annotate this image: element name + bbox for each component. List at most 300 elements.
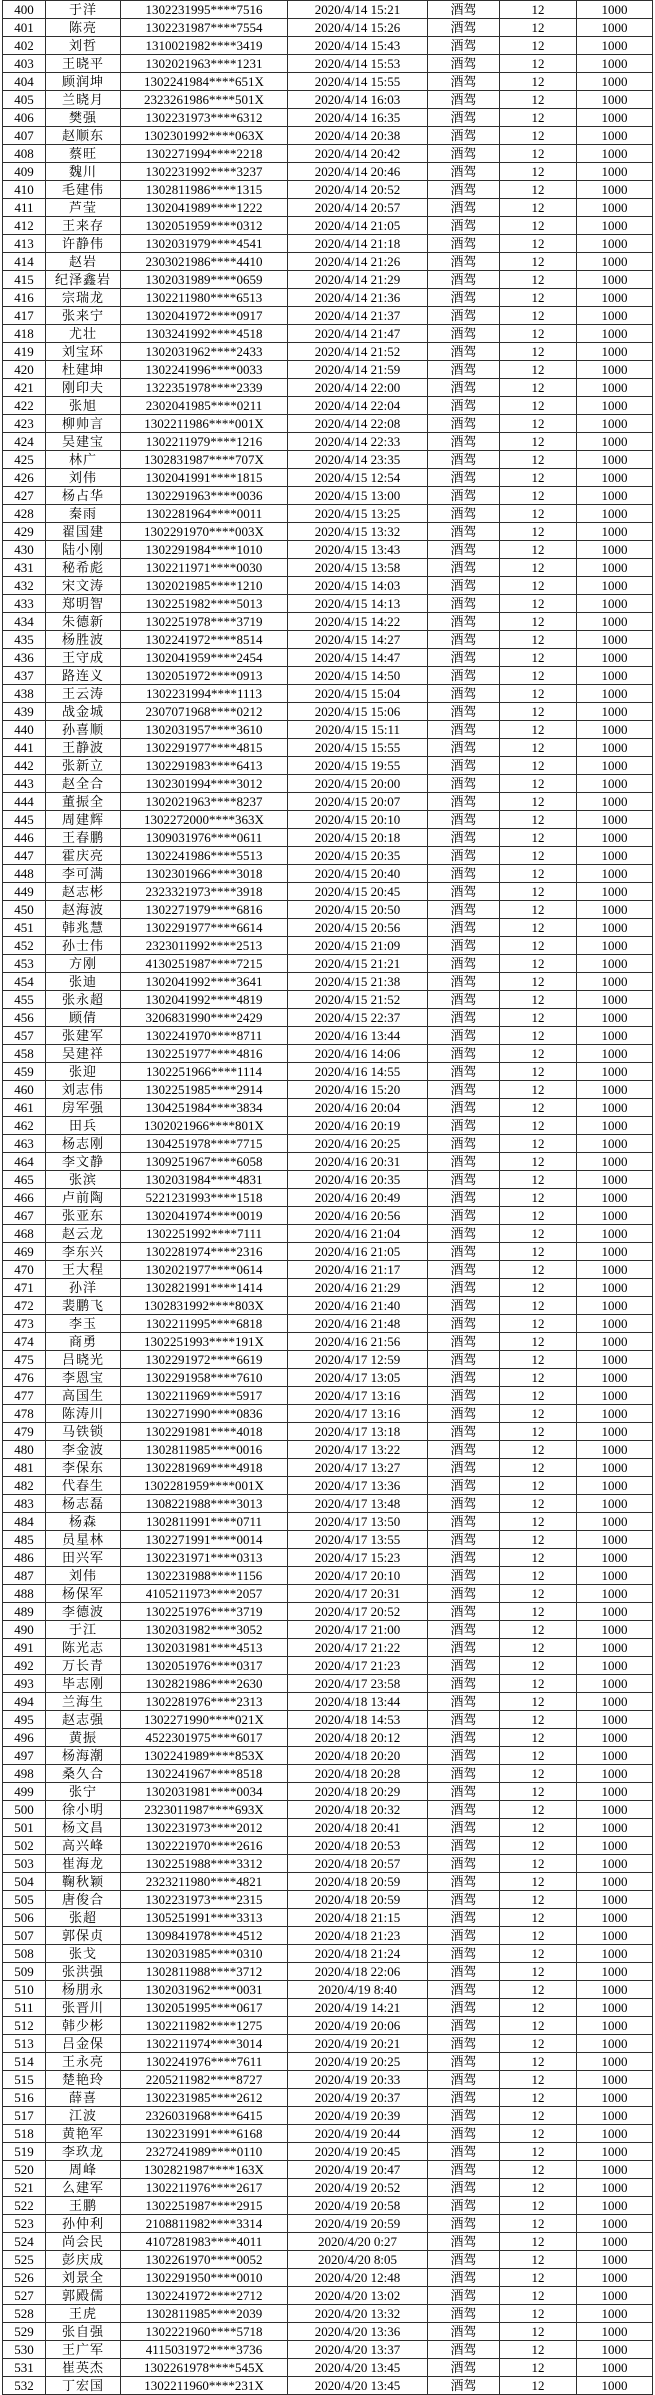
cell-points: 12 (500, 1315, 577, 1333)
cell-id: 1302811986****1315 (121, 181, 288, 199)
cell-name: 芦莹 (46, 199, 121, 217)
cell-violation: 酒驾 (428, 343, 500, 361)
cell-violation: 酒驾 (428, 1477, 500, 1495)
cell-seq: 419 (3, 343, 46, 361)
cell-id: 4115031972****3736 (121, 2341, 288, 2359)
cell-datetime: 2020/4/15 21:38 (288, 973, 428, 991)
cell-name: 田兵 (46, 1117, 121, 1135)
table-row (3, 1153, 653, 1171)
cell-id: 1302291950****0010 (121, 2269, 288, 2287)
cell-name: 黄振 (46, 1729, 121, 1747)
cell-name: 薛喜 (46, 2089, 121, 2107)
cell-seq: 431 (3, 559, 46, 577)
cell-seq: 403 (3, 55, 46, 73)
cell-points: 12 (500, 217, 577, 235)
cell-points: 12 (500, 1585, 577, 1603)
table-row (3, 415, 653, 433)
cell-violation: 酒驾 (428, 2251, 500, 2269)
cell-fine: 1000 (577, 1693, 653, 1711)
table-row (3, 901, 653, 919)
cell-seq: 416 (3, 289, 46, 307)
cell-id: 1302211960****231X (121, 2377, 288, 2395)
cell-datetime: 2020/4/15 15:11 (288, 721, 428, 739)
cell-violation: 酒驾 (428, 1783, 500, 1801)
table-row (3, 1945, 653, 1963)
cell-fine: 1000 (577, 1603, 653, 1621)
cell-fine: 1000 (577, 1153, 653, 1171)
cell-datetime: 2020/4/15 21:09 (288, 937, 428, 955)
cell-fine: 1000 (577, 685, 653, 703)
cell-name: 刘宝环 (46, 343, 121, 361)
cell-name: 高兴峰 (46, 1837, 121, 1855)
cell-seq: 453 (3, 955, 46, 973)
cell-datetime: 2020/4/18 20:57 (288, 1855, 428, 1873)
table-row (3, 1, 653, 19)
table-row (3, 1675, 653, 1693)
cell-id: 1302241976****7611 (121, 2053, 288, 2071)
table-row (3, 775, 653, 793)
cell-fine: 1000 (577, 721, 653, 739)
cell-datetime: 2020/4/19 20:47 (288, 2161, 428, 2179)
cell-datetime: 2020/4/15 20:45 (288, 883, 428, 901)
table-row (3, 1045, 653, 1063)
cell-fine: 1000 (577, 487, 653, 505)
cell-seq: 480 (3, 1441, 46, 1459)
cell-datetime: 2020/4/15 21:21 (288, 955, 428, 973)
cell-fine: 1000 (577, 37, 653, 55)
cell-fine: 1000 (577, 2305, 653, 2323)
cell-violation: 酒驾 (428, 1675, 500, 1693)
cell-id: 1302271979****6816 (121, 901, 288, 919)
table-row (3, 505, 653, 523)
cell-violation: 酒驾 (428, 271, 500, 289)
table-row (3, 307, 653, 325)
cell-datetime: 2020/4/14 21:47 (288, 325, 428, 343)
cell-seq: 527 (3, 2287, 46, 2305)
cell-points: 12 (500, 253, 577, 271)
cell-datetime: 2020/4/17 13:36 (288, 1477, 428, 1495)
cell-datetime: 2020/4/14 20:57 (288, 199, 428, 217)
cell-violation: 酒驾 (428, 73, 500, 91)
cell-fine: 1000 (577, 397, 653, 415)
cell-fine: 1000 (577, 109, 653, 127)
cell-id: 2108811982****3314 (121, 2215, 288, 2233)
cell-fine: 1000 (577, 1297, 653, 1315)
table-row (3, 865, 653, 883)
table-row (3, 1747, 653, 1765)
cell-seq: 513 (3, 2035, 46, 2053)
table-row (3, 937, 653, 955)
cell-datetime: 2020/4/17 13:16 (288, 1387, 428, 1405)
table-row (3, 1207, 653, 1225)
table-row (3, 559, 653, 577)
table-row (3, 253, 653, 271)
cell-id: 1302831987****707X (121, 451, 288, 469)
table-row (3, 847, 653, 865)
table-row (3, 289, 653, 307)
cell-fine: 1000 (577, 1117, 653, 1135)
cell-fine: 1000 (577, 1513, 653, 1531)
cell-seq: 487 (3, 1567, 46, 1585)
cell-id: 1302041989****1222 (121, 199, 288, 217)
cell-points: 12 (500, 919, 577, 937)
cell-id: 2323011992****2513 (121, 937, 288, 955)
cell-datetime: 2020/4/20 13:02 (288, 2287, 428, 2305)
cell-points: 12 (500, 811, 577, 829)
cell-datetime: 2020/4/20 13:45 (288, 2359, 428, 2377)
table-row (3, 1135, 653, 1153)
cell-fine: 1000 (577, 19, 653, 37)
table-row (3, 1333, 653, 1351)
cell-seq: 463 (3, 1135, 46, 1153)
cell-name: 孙喜顺 (46, 721, 121, 739)
cell-fine: 1000 (577, 865, 653, 883)
cell-name: 毕志刚 (46, 1675, 121, 1693)
table-row (3, 955, 653, 973)
cell-id: 1302211986****001X (121, 415, 288, 433)
cell-violation: 酒驾 (428, 1081, 500, 1099)
cell-fine: 1000 (577, 2323, 653, 2341)
cell-violation: 酒驾 (428, 1549, 500, 1567)
cell-seq: 530 (3, 2341, 46, 2359)
cell-name: 路连义 (46, 667, 121, 685)
cell-fine: 1000 (577, 1099, 653, 1117)
cell-datetime: 2020/4/18 13:44 (288, 1693, 428, 1711)
cell-violation: 酒驾 (428, 1171, 500, 1189)
cell-datetime: 2020/4/15 12:54 (288, 469, 428, 487)
cell-name: 王来存 (46, 217, 121, 235)
cell-fine: 1000 (577, 433, 653, 451)
cell-points: 12 (500, 685, 577, 703)
cell-violation: 酒驾 (428, 2017, 500, 2035)
cell-name: 桑久合 (46, 1765, 121, 1783)
cell-violation: 酒驾 (428, 235, 500, 253)
cell-seq: 532 (3, 2377, 46, 2395)
cell-seq: 443 (3, 775, 46, 793)
cell-datetime: 2020/4/15 13:43 (288, 541, 428, 559)
cell-violation: 酒驾 (428, 721, 500, 739)
cell-fine: 1000 (577, 1189, 653, 1207)
cell-seq: 439 (3, 703, 46, 721)
cell-id: 1302041992****4819 (121, 991, 288, 1009)
cell-datetime: 2020/4/14 21:37 (288, 307, 428, 325)
cell-points: 12 (500, 1207, 577, 1225)
cell-datetime: 2020/4/14 16:03 (288, 91, 428, 109)
cell-id: 1302231988****1156 (121, 1567, 288, 1585)
cell-seq: 445 (3, 811, 46, 829)
cell-id: 1302261978****545X (121, 2359, 288, 2377)
cell-seq: 517 (3, 2107, 46, 2125)
cell-id: 3206831990****2429 (121, 1009, 288, 1027)
cell-points: 12 (500, 2017, 577, 2035)
cell-points: 12 (500, 1225, 577, 1243)
cell-id: 1302281976****2313 (121, 1693, 288, 1711)
cell-violation: 酒驾 (428, 1117, 500, 1135)
cell-id: 1302251987****2915 (121, 2197, 288, 2215)
cell-name: 宗瑞龙 (46, 289, 121, 307)
cell-id: 1302241967****8518 (121, 1765, 288, 1783)
cell-seq: 516 (3, 2089, 46, 2107)
cell-violation: 酒驾 (428, 703, 500, 721)
cell-name: 方刚 (46, 955, 121, 973)
cell-seq: 464 (3, 1153, 46, 1171)
cell-points: 12 (500, 1261, 577, 1279)
cell-datetime: 2020/4/18 20:29 (288, 1783, 428, 1801)
cell-id: 1302041992****3641 (121, 973, 288, 991)
cell-points: 12 (500, 1297, 577, 1315)
cell-violation: 酒驾 (428, 289, 500, 307)
cell-id: 1302051976****0317 (121, 1657, 288, 1675)
cell-id: 1310021982****3419 (121, 37, 288, 55)
cell-id: 2323261986****501X (121, 91, 288, 109)
cell-datetime: 2020/4/15 15:55 (288, 739, 428, 757)
cell-datetime: 2020/4/16 21:56 (288, 1333, 428, 1351)
cell-id: 1302281964****0011 (121, 505, 288, 523)
cell-violation: 酒驾 (428, 217, 500, 235)
table-row (3, 2107, 653, 2125)
cell-id: 1302291983****6413 (121, 757, 288, 775)
table-row (3, 2251, 653, 2269)
cell-name: 杨志磊 (46, 1495, 121, 1513)
table-row (3, 2197, 653, 2215)
table-row (3, 577, 653, 595)
cell-seq: 423 (3, 415, 46, 433)
cell-violation: 酒驾 (428, 613, 500, 631)
cell-name: 纪泽鑫岩 (46, 271, 121, 289)
cell-name: 吴建祥 (46, 1045, 121, 1063)
cell-fine: 1000 (577, 1963, 653, 1981)
cell-datetime: 2020/4/15 19:55 (288, 757, 428, 775)
cell-fine: 1000 (577, 199, 653, 217)
cell-name: 韩兆慧 (46, 919, 121, 937)
cell-violation: 酒驾 (428, 1819, 500, 1837)
cell-points: 12 (500, 1603, 577, 1621)
cell-fine: 1000 (577, 415, 653, 433)
cell-datetime: 2020/4/15 20:50 (288, 901, 428, 919)
cell-seq: 449 (3, 883, 46, 901)
cell-name: 鞠秋颖 (46, 1873, 121, 1891)
table-row (3, 1243, 653, 1261)
cell-name: 赵海波 (46, 901, 121, 919)
cell-points: 12 (500, 127, 577, 145)
cell-fine: 1000 (577, 1855, 653, 1873)
table-row (3, 199, 653, 217)
cell-datetime: 2020/4/19 20:58 (288, 2197, 428, 2215)
cell-points: 12 (500, 91, 577, 109)
cell-seq: 529 (3, 2323, 46, 2341)
cell-name: 张滨 (46, 1171, 121, 1189)
cell-seq: 451 (3, 919, 46, 937)
cell-points: 12 (500, 1387, 577, 1405)
cell-violation: 酒驾 (428, 901, 500, 919)
cell-name: 李保东 (46, 1459, 121, 1477)
table-row (3, 127, 653, 145)
cell-name: 李文静 (46, 1153, 121, 1171)
cell-violation: 酒驾 (428, 2359, 500, 2377)
cell-datetime: 2020/4/15 13:00 (288, 487, 428, 505)
cell-datetime: 2020/4/16 13:44 (288, 1027, 428, 1045)
cell-seq: 512 (3, 2017, 46, 2035)
cell-violation: 酒驾 (428, 2143, 500, 2161)
cell-points: 12 (500, 325, 577, 343)
cell-violation: 酒驾 (428, 505, 500, 523)
cell-seq: 412 (3, 217, 46, 235)
table-row (3, 667, 653, 685)
cell-points: 12 (500, 1783, 577, 1801)
cell-id: 1302231987****7554 (121, 19, 288, 37)
cell-fine: 1000 (577, 253, 653, 271)
cell-id: 1302231973****2315 (121, 1891, 288, 1909)
cell-violation: 酒驾 (428, 1459, 500, 1477)
cell-datetime: 2020/4/15 15:04 (288, 685, 428, 703)
cell-datetime: 2020/4/17 13:27 (288, 1459, 428, 1477)
cell-fine: 1000 (577, 811, 653, 829)
cell-seq: 528 (3, 2305, 46, 2323)
table-row (3, 343, 653, 361)
table-row (3, 1009, 653, 1027)
cell-violation: 酒驾 (428, 1027, 500, 1045)
table-row (3, 1981, 653, 1999)
cell-name: 董振全 (46, 793, 121, 811)
cell-fine: 1000 (577, 595, 653, 613)
cell-name: 杨胜波 (46, 631, 121, 649)
table-row (3, 1099, 653, 1117)
cell-name: 吕晓光 (46, 1351, 121, 1369)
cell-points: 12 (500, 2161, 577, 2179)
cell-name: 杜建坤 (46, 361, 121, 379)
cell-name: 赵云龙 (46, 1225, 121, 1243)
cell-points: 12 (500, 1153, 577, 1171)
cell-datetime: 2020/4/14 21:18 (288, 235, 428, 253)
cell-fine: 1000 (577, 2107, 653, 2125)
table-row (3, 55, 653, 73)
table-row (3, 91, 653, 109)
cell-fine: 1000 (577, 181, 653, 199)
cell-fine: 1000 (577, 1909, 653, 1927)
cell-id: 1302231992****3237 (121, 163, 288, 181)
cell-name: 尚会民 (46, 2233, 121, 2251)
cell-violation: 酒驾 (428, 1531, 500, 1549)
cell-points: 12 (500, 1711, 577, 1729)
cell-violation: 酒驾 (428, 793, 500, 811)
cell-points: 12 (500, 847, 577, 865)
cell-seq: 492 (3, 1657, 46, 1675)
cell-datetime: 2020/4/14 15:21 (288, 1, 428, 19)
cell-points: 12 (500, 1549, 577, 1567)
cell-seq: 472 (3, 1297, 46, 1315)
cell-name: 韩少彬 (46, 2017, 121, 2035)
cell-datetime: 2020/4/19 14:21 (288, 1999, 428, 2017)
table-row (3, 1387, 653, 1405)
cell-seq: 497 (3, 1747, 46, 1765)
cell-name: 秘希彪 (46, 559, 121, 577)
cell-id: 1302021963****8237 (121, 793, 288, 811)
cell-violation: 酒驾 (428, 1153, 500, 1171)
cell-violation: 酒驾 (428, 1297, 500, 1315)
cell-fine: 1000 (577, 1657, 653, 1675)
cell-points: 12 (500, 2341, 577, 2359)
cell-fine: 1000 (577, 1873, 653, 1891)
cell-id: 1302221960****5718 (121, 2323, 288, 2341)
cell-datetime: 2020/4/15 21:52 (288, 991, 428, 1009)
table-row (3, 433, 653, 451)
cell-fine: 1000 (577, 1639, 653, 1657)
cell-datetime: 2020/4/15 22:37 (288, 1009, 428, 1027)
cell-name: 王晓平 (46, 55, 121, 73)
cell-id: 1302031981****0034 (121, 1783, 288, 1801)
cell-id: 1302811985****0016 (121, 1441, 288, 1459)
cell-datetime: 2020/4/16 20:35 (288, 1171, 428, 1189)
cell-seq: 522 (3, 2197, 46, 2215)
table-row (3, 1657, 653, 1675)
cell-name: 陆小刚 (46, 541, 121, 559)
cell-points: 12 (500, 793, 577, 811)
cell-fine: 1000 (577, 1441, 653, 1459)
cell-violation: 酒驾 (428, 2179, 500, 2197)
cell-datetime: 2020/4/20 12:48 (288, 2269, 428, 2287)
cell-name: 刘伟 (46, 1567, 121, 1585)
cell-violation: 酒驾 (428, 2305, 500, 2323)
table-row (3, 1693, 653, 1711)
table-row (3, 451, 653, 469)
cell-fine: 1000 (577, 2179, 653, 2197)
table-row (3, 73, 653, 91)
table-row (3, 2233, 653, 2251)
cell-fine: 1000 (577, 1675, 653, 1693)
cell-id: 1302301992****063X (121, 127, 288, 145)
cell-violation: 酒驾 (428, 829, 500, 847)
cell-seq: 414 (3, 253, 46, 271)
cell-points: 12 (500, 343, 577, 361)
table-row (3, 2071, 653, 2089)
cell-seq: 502 (3, 1837, 46, 1855)
cell-points: 12 (500, 37, 577, 55)
cell-datetime: 2020/4/14 22:04 (288, 397, 428, 415)
cell-datetime: 2020/4/16 20:04 (288, 1099, 428, 1117)
table-row (3, 1369, 653, 1387)
table-row (3, 649, 653, 667)
cell-id: 1302211980****6513 (121, 289, 288, 307)
cell-seq: 428 (3, 505, 46, 523)
cell-id: 1302051972****0913 (121, 667, 288, 685)
cell-fine: 1000 (577, 703, 653, 721)
cell-id: 1302271991****0014 (121, 1531, 288, 1549)
cell-datetime: 2020/4/19 20:39 (288, 2107, 428, 2125)
table-row (3, 829, 653, 847)
cell-fine: 1000 (577, 1261, 653, 1279)
cell-seq: 489 (3, 1603, 46, 1621)
cell-id: 1309031976****0611 (121, 829, 288, 847)
cell-datetime: 2020/4/15 13:25 (288, 505, 428, 523)
cell-name: 战金城 (46, 703, 121, 721)
cell-seq: 510 (3, 1981, 46, 1999)
cell-violation: 酒驾 (428, 469, 500, 487)
cell-violation: 酒驾 (428, 595, 500, 613)
cell-violation: 酒驾 (428, 865, 500, 883)
cell-violation: 酒驾 (428, 2323, 500, 2341)
cell-seq: 456 (3, 1009, 46, 1027)
cell-points: 12 (500, 901, 577, 919)
cell-violation: 酒驾 (428, 379, 500, 397)
cell-id: 1302221970****2616 (121, 1837, 288, 1855)
cell-id: 1302021985****1210 (121, 577, 288, 595)
cell-name: 王永亮 (46, 2053, 121, 2071)
cell-points: 12 (500, 1999, 577, 2017)
cell-datetime: 2020/4/14 21:59 (288, 361, 428, 379)
cell-fine: 1000 (577, 1621, 653, 1639)
cell-points: 12 (500, 19, 577, 37)
cell-datetime: 2020/4/15 14:13 (288, 595, 428, 613)
